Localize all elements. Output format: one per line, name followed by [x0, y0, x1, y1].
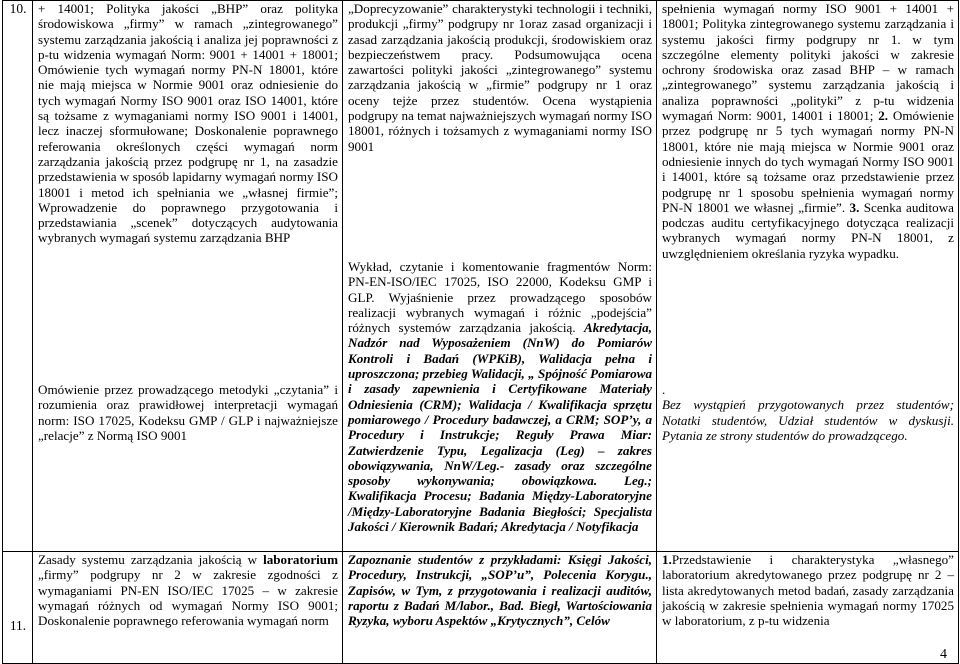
row-number: [3, 1, 33, 552]
activity-italic-text: Bez wystąpień przygotowanych przez studentów; Notatki studentów, Udział studentów w dyskusji. Pytania ze strony studentów do prowadzącego.: [662, 397, 954, 443]
table-row-11: [3, 552, 959, 664]
row-number-label: 10.: [9, 1, 27, 16]
activity-text: Przedstawienie i charakterystyka „własnego” laboratorium akredytowanego przez podgrupę nr 2 – lista akredytowanych metod badań, zasady zarządzania jakością w zakresie spełnienia wymagań normy 17025 w laboratorium, z p-tu widzenia: [662, 552, 954, 629]
topic-plain-text: „firmy” podgrupy nr 2 w zakresie zgodności z wymaganiami PN-EN ISO/IEC 17025 – w zakresie wymagań różnych od wymagań Normy ISO 9001; Doskonalenie poprawnego referowania wymagań norm: [38, 567, 338, 629]
table-row-10: [3, 1, 959, 552]
method-cell: [343, 1, 657, 552]
activity-cell: [657, 552, 959, 664]
page-number: 4: [940, 646, 947, 662]
method-text: [348, 259, 652, 534]
method-italic-text: Akredytacja, Nadzór nad Wyposażeniem (NnW) do Pomiarów Kontroli i Badań (WPKiB), Walidacja pełna i uproszczona; przebieg Walidacji, „ Spójność Pomiarowa i zasady zapewnienia i Certyfikowane Materiały Odniesienia (CRM); Walidacja / Kwalifikacja sprzętu pomiarowego / Procedury badawczej, a CRM; SOP’y, a Procedury i Instrukcje; Reguły Prawa Miar: Zatwierdzenie Typu, Legalizacja (Leg) – zakres obowiązywania, NnW/Leg.- zasady oraz szczególne sposoby wykonywania; obowiązkowa. Leg.; Kwalifikacja Procesu; Badania Między-Laboratoryjne /Między-Laboratoryjne Badania Biegłości; Specjalista Jakości / Kierownik Badań; Akredytacja / Notyfikacja: [348, 320, 652, 535]
activity-text-b: w tym szczególne elementy polityki jakości w zakresie ochrony środowiska oraz zasad BHP – w ramach „zintegrowanego” systemu zarządzania jakością i analiza poprawności „polityki” z p-tu widzenia wymagań Norm: 9001, 14001 i 18001;: [662, 31, 954, 124]
method-cell: [343, 552, 657, 664]
activity-cell: [657, 1, 959, 552]
row-number-label: 11.: [9, 617, 27, 633]
method-plain-text: Wykład, czytanie i komentowanie fragmentów Norm: PN-EN-ISO/IEC 17025, ISO 22000, Kodeksu GMP i GLP. Wyjaśnienie przez prowadzącego sposobów realizacji wybranych wymagań i różnic „podejścia” różnych systemów zarządzania jakością.: [348, 259, 652, 336]
method-text: „Doprecyzowanie” charakterystyki technologii i techniki, produkcji „firmy” podgrupy nr 1oraz zasad organizacji i zasad zarządzania jakością produkcji, środowiskiem oraz bezpieczeństwem pracy. Podsumowująca ocena zawartości polityki jakości „zintegrowanego” systemu zarządzania jakością w „firmie” podgrupy nr 1 oraz oceny tejże przez studentów. Ocena wystąpienia podgrupy na temat najważniejszych wymagań normy ISO 18001, różnych i tożsamych z wymaganiami normy ISO 9001: [348, 1, 652, 154]
activity-item-number: 1.: [662, 552, 672, 567]
activity-text-d: Scenka auditowa podczas auditu certyfikacyjnego dotycząca realizacji wybranych wymagań normy PN-N 18001, z uwzględnieniem określania ryzyka wypadku.: [662, 199, 954, 261]
activity-item-number: 2.: [873, 108, 889, 124]
activity-text: [662, 552, 954, 628]
method-italic-text: Zapoznanie studentów z przykładami: Księgi Jakości, Procedury, Instrukcji, „SOP’u”, Polecenia Korygu., Zapisów, w Tym, z przygotowania i realizacji auditów, raportu z Badań M/labor., Bad. Biegł, Wartościowania Ryzyka, wyboru Aspektów „Krytycznych”, Celów: [348, 552, 652, 629]
topic-cell: [33, 1, 343, 552]
activity-text-a: spełnienia wymagań normy ISO 9001 + 14001 + 18001; Polityka zintegrowanego systemu zarządzania i systemu jakości firmy podgrupy nr 1.: [662, 1, 954, 47]
topic-cell: [33, 552, 343, 664]
topic-bold-text: laboratorium: [263, 552, 338, 567]
blank-space: [38, 249, 338, 382]
row-number: [3, 552, 33, 664]
curriculum-table: [2, 0, 959, 664]
activity-item-number: 3.: [845, 199, 860, 215]
topic-text: [38, 552, 338, 628]
topic-plain-text: Zasady systemu zarządzania jakością w: [38, 552, 264, 567]
activity-text: [662, 1, 954, 382]
activity-text-c: Omówienie przez podgrupę nr 5 tych wymagań normy PN-N 18001, które nie mają miejsca w Normie 9001 oraz odniesienie innych do tych wymagań Normy ISO 9001 i 14001, które są tożsame oraz przedstawienie przez podgrupę nr 1 sposobu spełnienia wymagań normy PN-N 18001 we własnej „firmie”.: [662, 108, 954, 215]
topic-text: + 14001; Polityka jakości „BHP” oraz polityka środowiskowa „firmy” w ramach „zintegrowanego” systemu zarządzania jakością i analiza jej poprawności z p-tu widzenia wymagań Norm: 9001 + 14001 + 18001; Omówienie tych wymagań normy PN-N 18001, które nie mają miejsca w Normie 9001 oraz odniesienie do tych wymagań Normy ISO 9001 oraz ISO 14001, które są tożsame z wymaganiami normy ISO 9001 i 14001, lecz inaczej sformułowane; Doskonalenie poprawnego referowania określonych części wymagań norm zarządzania jakością przez podgrupę nr 1, na zasadzie przedstawienia w sposób lapidarny wymagań normy ISO 18001 i metod ich spełniania we „własnej firmie”; Wprowadzenie do poprawnego przygotowania i przedstawiania „scenek” dotyczących audytowania wybranych wymagań systemu zarządzania BHP: [38, 1, 338, 246]
activity-dot: .: [662, 382, 666, 397]
topic-text: Omówienie przez prowadzącego metodyki „czytania” i rozumienia oraz prawidłowej interpretacji wymagań norm: ISO 17025, Kodeksu GMP / GLP i najważniejsze „relacje” z Normą ISO 9001: [38, 382, 338, 443]
